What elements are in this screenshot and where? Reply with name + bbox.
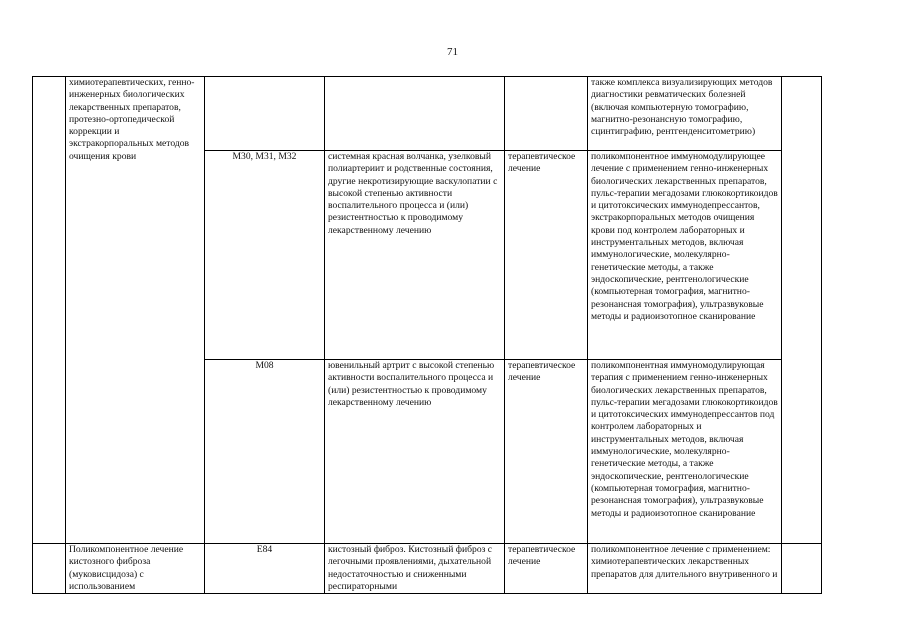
table-cell-treatment-method: поликомпонентная иммуномодулирующая терапия с применением генно-инженерных биологических лекарственных препаратов, пульс-терапии мегадозами глюкокортикоидов и цитотоксических иммунодепрессантов под контролем лабораторных и инструментальных методов, включая иммунологические, молекулярно-генетические методы, а также эндоскопические, рентгенологические (компьютерная томография, магнитно-резонансная томография), ультразвуковые методы и радиоизотопное сканирование [588,360,782,544]
table-cell-number [33,77,66,544]
table-cell-method-name: Поликомпонентное лечение кистозного фиброза (муковисцидоза) с использованием [66,544,205,594]
table-cell-extra [782,77,822,544]
table-cell-diagnosis: кистозный фиброз. Кистозный фиброз с легочными проявлениями, дыхательной недостаточностью и сниженными респираторными [325,544,505,594]
table-cell-code: M30, M31, M32 [205,151,325,360]
table-cell-extra [782,544,822,594]
table-cell-treatment-type: терапевтическое лечение [505,151,588,360]
table-cell-treatment-method: также комплекса визуализирующих методов диагностики ревматических болезней (включая компьютерную томографию, магнитно-резонансную томографию, сцинтиграфию, рентгенденситометрию) [588,77,782,151]
table-cell-treatment-method: поликомпонентное иммуномодулирующее лечение с применением генно-инженерных биологических лекарственных препаратов, пульс-терапии мегадозами глюкокортикоидов и цитотоксических иммунодепрессантов, экстракорпоральных методов очищения крови под контролем лабораторных и инструментальных методов, включая иммунологические, молекулярно-генетические методы, а также эндоскопические, рентгенологические (компьютерная томография, магнитно-резонансная томография), ультразвуковые методы и радиоизотопное сканирование [588,151,782,360]
treatment-table [32,76,822,594]
table-cell-code: E84 [205,544,325,594]
table-cell-code: M08 [205,360,325,544]
page-number: 71 [447,46,458,58]
table-cell-method-name: химиотерапевтических, генно-инженерных биологических лекарственных препаратов, протезно-ортопедической коррекции и экстракорпоральных методов очищения крови [66,77,205,544]
table-row [33,77,822,151]
table-cell-treatment-type [505,77,588,151]
table-cell-code [205,77,325,151]
table-cell-number [33,544,66,594]
table-cell-diagnosis: системная красная волчанка, узелковый полиартериит и родственные состояния, другие некротизирующие васкулопатии с высокой степенью активности воспалительного процесса и (или) резистентностью к проводимому лекарственному лечению [325,151,505,360]
table-cell-treatment-method: поликомпонентное лечение с применением: химиотерапевтических лекарственных препаратов для длительного внутривенного и [588,544,782,594]
table-cell-treatment-type: терапевтическое лечение [505,360,588,544]
table-cell-diagnosis [325,77,505,151]
table-row [33,544,822,594]
table-cell-diagnosis: ювенильный артрит с высокой степенью активности воспалительного процесса и (или) резистентностью к проводимому лекарственному лечению [325,360,505,544]
table-cell-treatment-type: терапевтическое лечение [505,544,588,594]
